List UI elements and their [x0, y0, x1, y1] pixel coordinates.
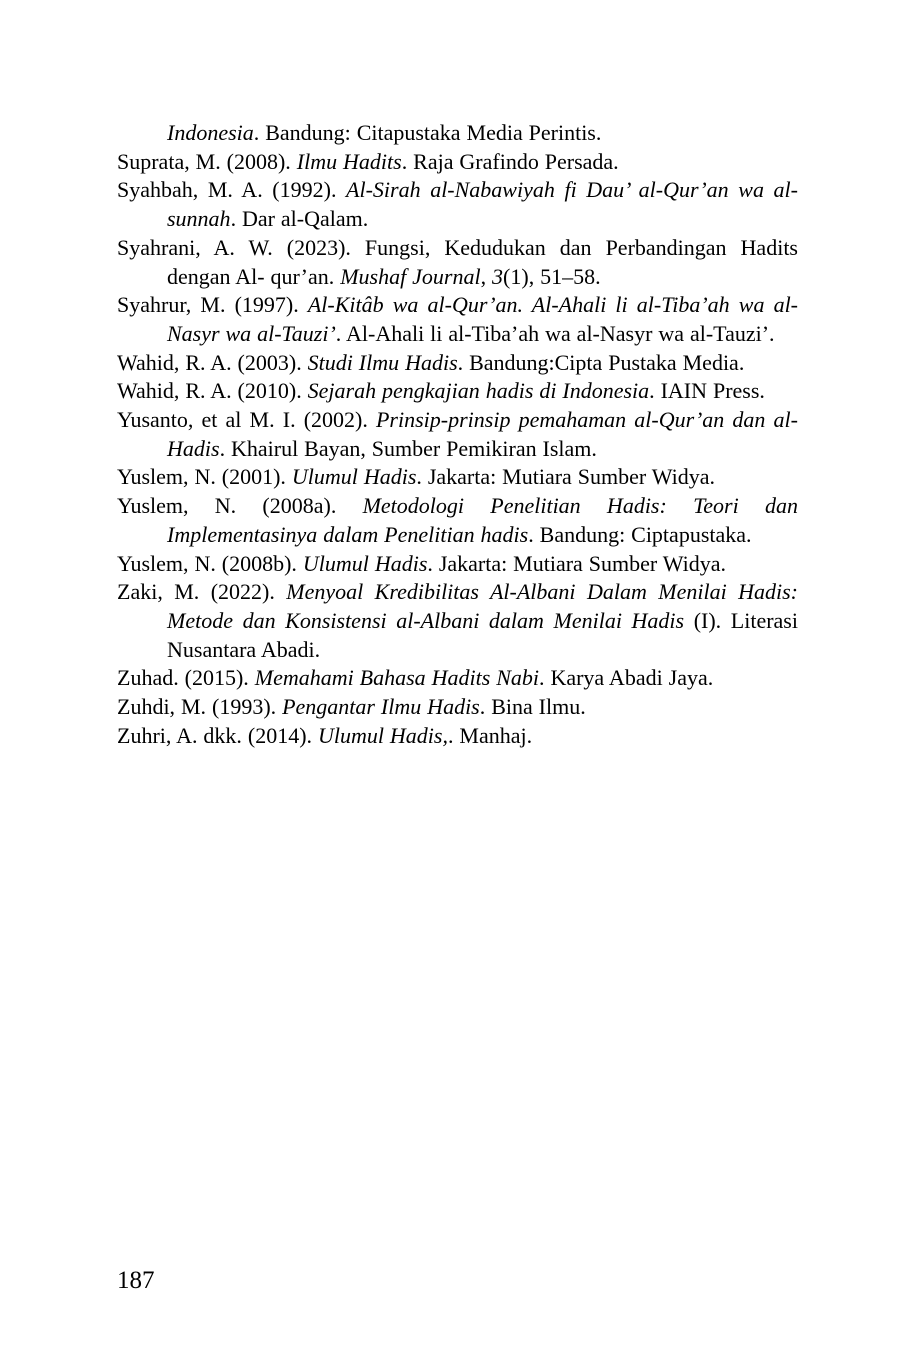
- reference-title-segment: Menyoal Kredibilitas Al-Albani Dalam Menilai Hadis: Metode dan Konsistensi al-Albani dalam Menilai Hadis: [167, 579, 798, 633]
- reference-entry: [117, 349, 798, 378]
- reference-entry: [117, 463, 798, 492]
- reference-entry: [117, 377, 798, 406]
- reference-title-segment: Ilmu Hadits: [296, 148, 402, 174]
- reference-title-segment: Prinsip-prinsip pemahaman al-Qur’an dan al-Hadis: [167, 407, 798, 461]
- reference-title-segment: Pengantar Ilmu Hadis: [282, 694, 480, 720]
- reference-text-segment: (I). Literasi Nusantara Abadi.: [167, 607, 798, 662]
- reference-text-segment: Yuslem, N. (2001).: [117, 464, 292, 490]
- reference-title-segment: Indonesia: [167, 120, 254, 145]
- reference-text-segment: . Dar al-Qalam.: [230, 206, 369, 232]
- reference-text-segment: Yuslem, N. (2008a).: [117, 493, 363, 519]
- reference-text-segment: ,: [480, 263, 493, 289]
- reference-text-segment: . Karya Abadi Jaya.: [539, 665, 714, 691]
- reference-text-segment: Syahbah, M. A. (1992).: [117, 177, 347, 203]
- reference-text-segment: Zaki, M. (2022).: [117, 579, 287, 605]
- reference-text-segment: . Khairul Bayan, Sumber Pemikiran Islam.: [219, 435, 597, 461]
- reference-text-segment: . Manhaj.: [447, 722, 533, 748]
- reference-text-segment: Yusanto, et al M. I. (2002).: [117, 407, 376, 433]
- reference-entry: [117, 664, 798, 693]
- reference-entry: [117, 550, 798, 579]
- reference-title-segment: Ulumul Hadis: [302, 550, 428, 576]
- reference-title-segment: Sejarah pengkajian hadis di Indonesia: [307, 378, 650, 404]
- reference-text-segment: Yuslem, N. (2008b).: [117, 550, 303, 576]
- reference-text-segment: . Bina Ilmu.: [479, 694, 586, 720]
- reference-title-segment: Metodologi Penelitian Hadis: Teori dan Implementasinya dalam Penelitian hadis: [167, 493, 798, 547]
- reference-entry: [117, 406, 798, 463]
- reference-title-segment: Memahami Bahasa Hadits Nabi: [254, 665, 540, 691]
- reference-text-segment: . Jakarta: Mutiara Sumber Widya.: [416, 464, 716, 490]
- reference-entry: [117, 578, 798, 664]
- reference-entry: [117, 722, 798, 751]
- reference-title-segment: Studi Ilmu Hadis: [307, 349, 458, 375]
- reference-title-segment: 3: [492, 263, 504, 289]
- reference-text-segment: . Bandung: Ciptapustaka.: [528, 521, 752, 547]
- reference-title-segment: Ulumul Hadis: [291, 464, 417, 490]
- reference-entry: [117, 291, 798, 348]
- reference-text-segment: Syahrani, A. W. (2023). Fungsi, Kedudukan dan Perbandingan Hadits dengan Al- qur’an.: [117, 234, 798, 289]
- reference-text-segment: Wahid, R. A. (2003).: [117, 349, 308, 375]
- references-list: [117, 119, 798, 750]
- reference-text-segment: Wahid, R. A. (2010).: [117, 378, 308, 404]
- reference-text-segment: Suprata, M. (2008).: [117, 148, 297, 174]
- reference-entry: [117, 492, 798, 549]
- reference-title-segment: Ulumul Hadis,: [317, 722, 448, 748]
- reference-text-segment: . IAIN Press.: [649, 378, 765, 404]
- reference-text-segment: . Raja Grafindo Persada.: [401, 148, 619, 174]
- reference-text-segment: Syahrur, M. (1997).: [117, 292, 308, 318]
- reference-entry: [117, 119, 798, 148]
- reference-title-segment: Al-Sirah al-Nabawiyah fi Dau’ al-Qur’an wa al-sunnah: [167, 177, 798, 232]
- reference-text-segment: Zuhad. (2015).: [117, 665, 255, 691]
- reference-text-segment: (1), 51–58.: [503, 263, 601, 289]
- reference-text-segment: . Al-Ahali li al-Tiba’ah wa al-Nasyr wa al-Tauzi’.: [335, 320, 775, 346]
- reference-entry: [117, 148, 798, 177]
- reference-text-segment: . Jakarta: Mutiara Sumber Widya.: [427, 550, 727, 576]
- reference-entry: [117, 176, 798, 233]
- reference-text-segment: . Bandung:Cipta Pustaka Media.: [457, 349, 745, 375]
- reference-title-segment: Al-Kitâb wa al-Qur’an. Al-Ahali li al-Tiba’ah wa al-Nasyr wa al-Tauzi’: [167, 292, 799, 346]
- reference-entry: [117, 693, 798, 722]
- reference-title-segment: Mushaf Journal: [340, 263, 481, 289]
- page-number: 187: [117, 1267, 155, 1294]
- reference-entry: [117, 234, 798, 291]
- reference-text-segment: Zuhdi, M. (1993).: [117, 694, 283, 720]
- reference-text-segment: Zuhri, A. dkk. (2014).: [117, 722, 318, 748]
- reference-text-segment: . Bandung: Citapustaka Media Perintis.: [253, 120, 602, 145]
